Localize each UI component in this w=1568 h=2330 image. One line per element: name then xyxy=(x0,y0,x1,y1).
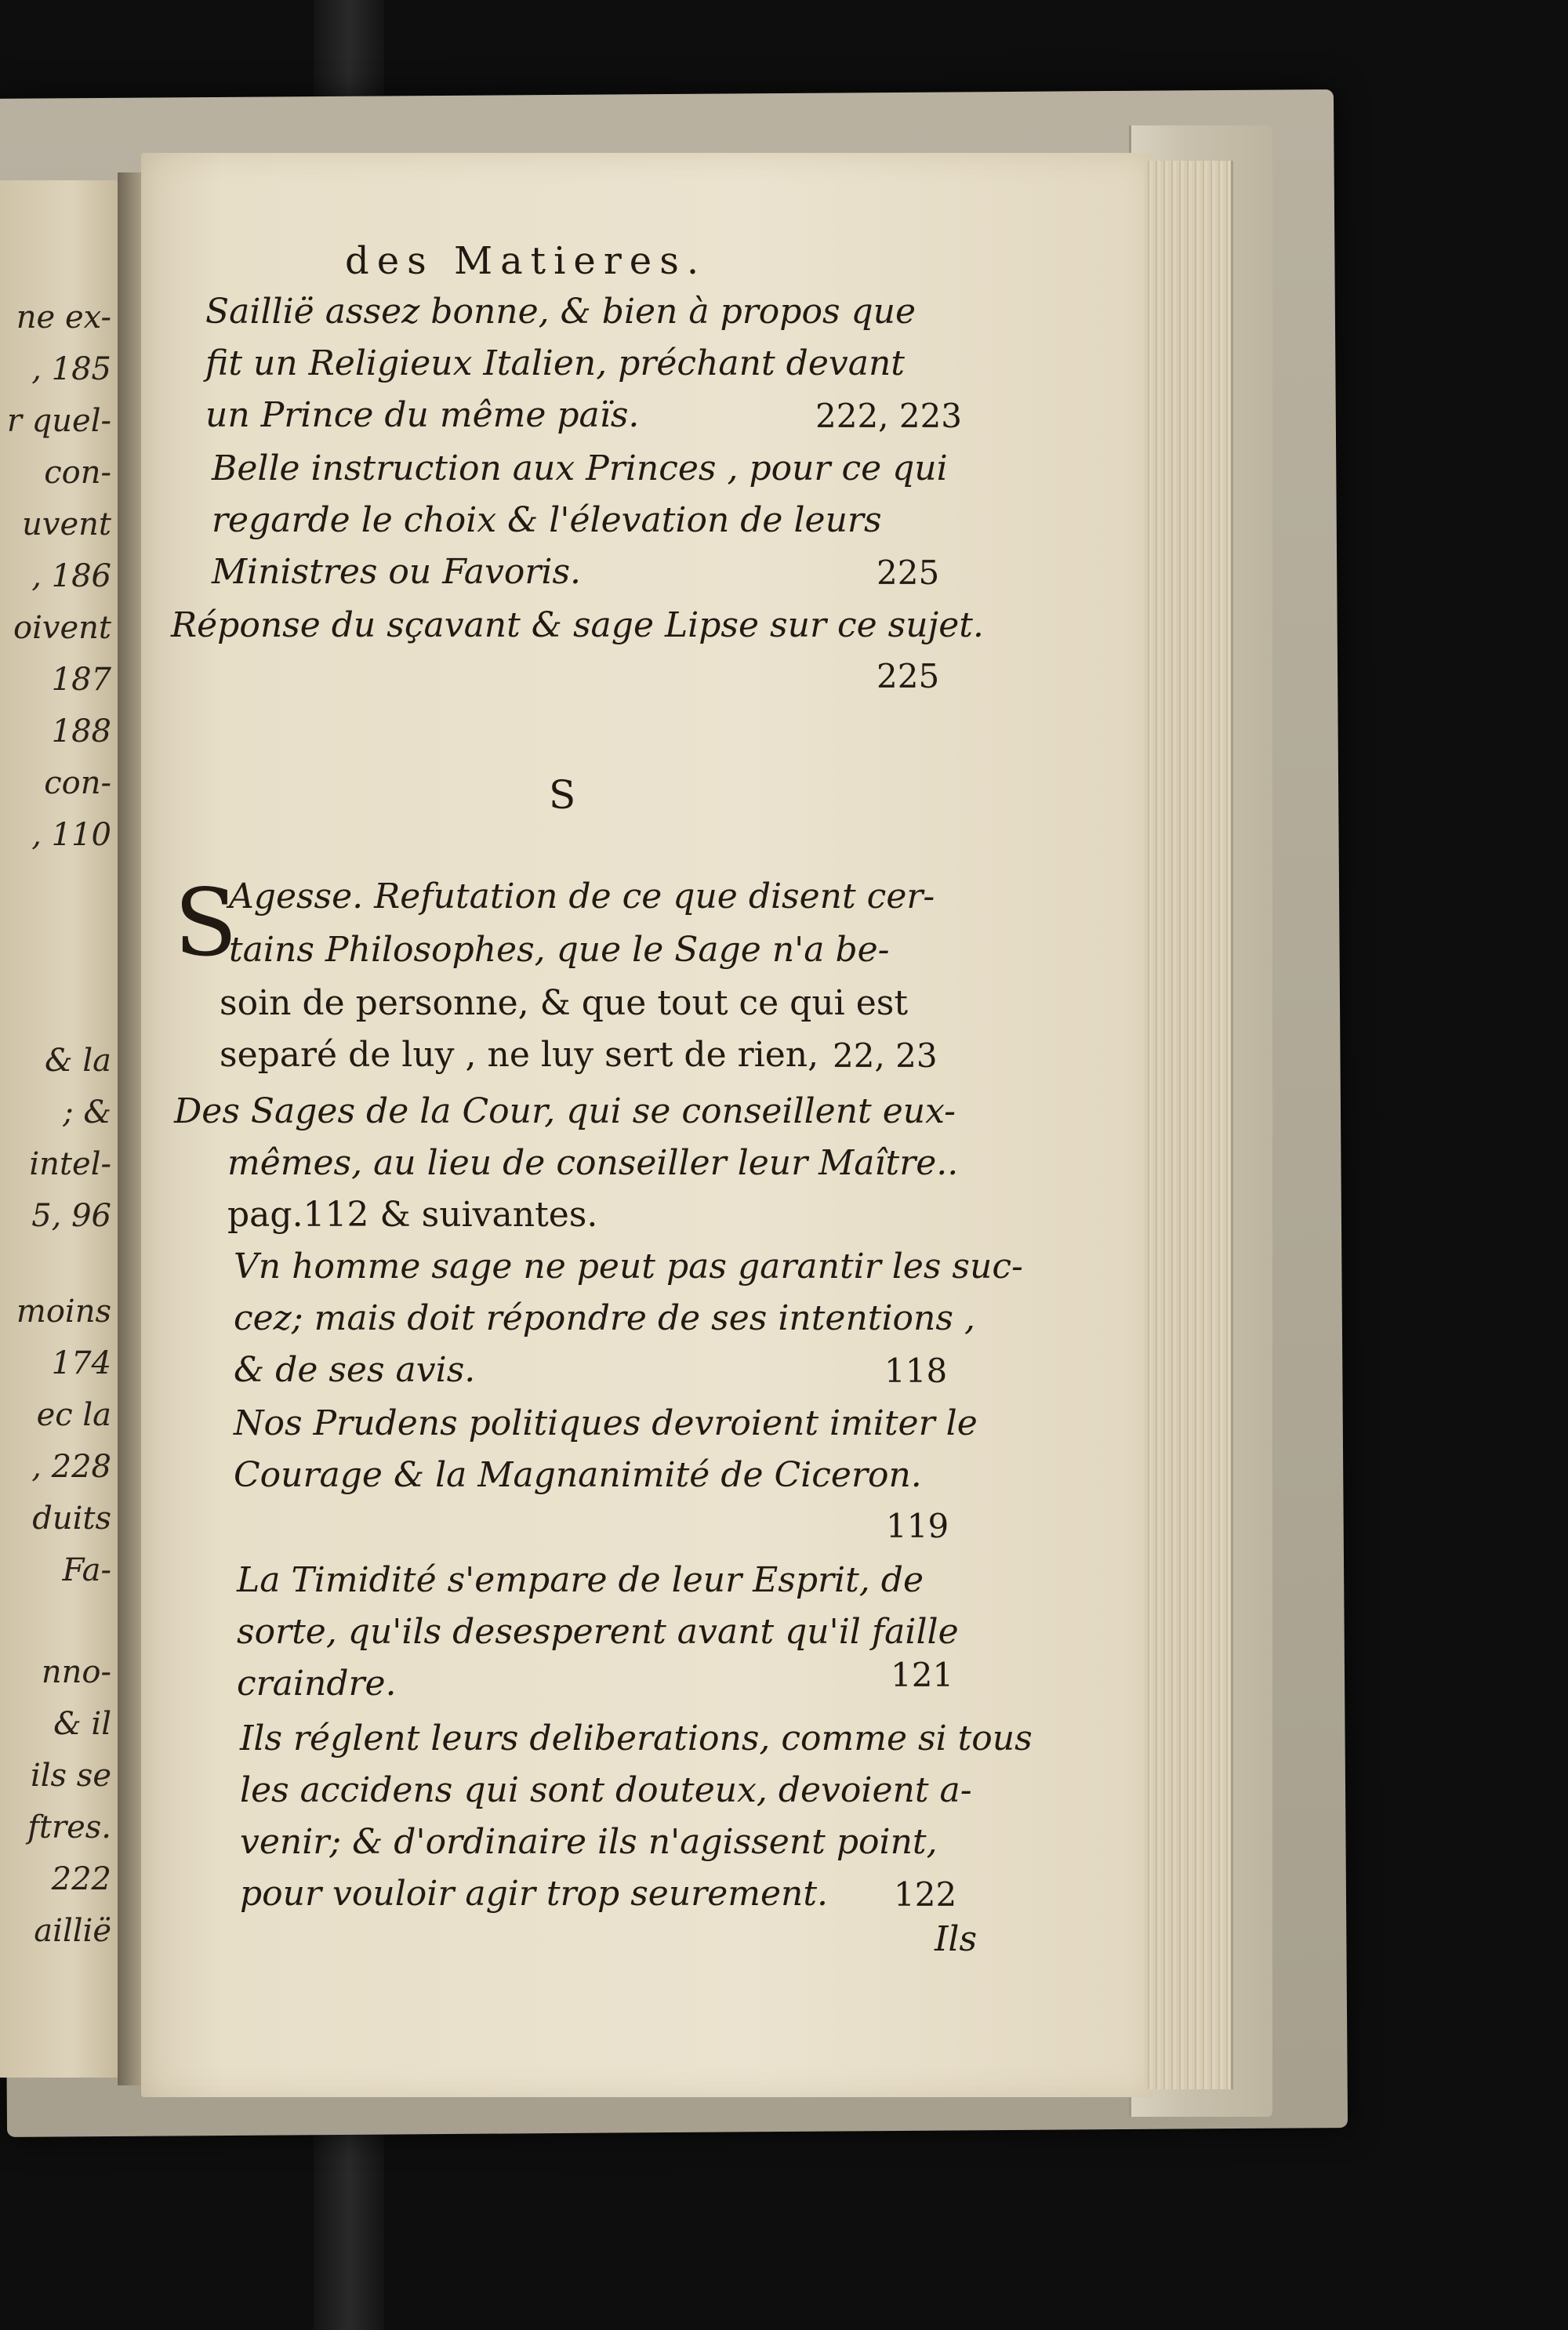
index-entry-line: Réponse du sçavant & sage Lipse sur ce sujet. xyxy=(171,605,984,645)
page-reference: 118 xyxy=(884,1352,948,1390)
left-fragment: uvent xyxy=(22,506,111,543)
left-fragment: con- xyxy=(44,765,111,801)
left-fragment: nno- xyxy=(41,1654,111,1690)
index-entry-line: Belle instruction aux Princes , pour ce qui xyxy=(212,448,948,488)
index-entry-line: Courage & la Magnanimité de Ciceron. xyxy=(234,1455,922,1495)
page-reference: 225 xyxy=(877,657,940,695)
left-fragment: 187 xyxy=(51,662,111,698)
index-entry-line: venir; & d'ordinaire ils n'agissent point, xyxy=(240,1822,938,1862)
index-entry-line: Saillië assez bonne, & bien à propos que xyxy=(205,292,916,332)
index-entry-line: cez; mais doit répondre de ses intentions , xyxy=(234,1298,975,1338)
left-fragment: intel- xyxy=(29,1146,111,1182)
left-fragment: oivent xyxy=(13,610,111,646)
index-entry-line: tains Philosophes, que le Sage n'a be- xyxy=(229,930,890,970)
index-entry-line: Ministres ou Favoris. xyxy=(212,552,582,592)
left-fragment: , 228 xyxy=(31,1449,111,1485)
left-fragment: ils se xyxy=(30,1758,111,1794)
page-fore-edge xyxy=(1145,161,1233,2089)
book-gutter xyxy=(118,172,141,2085)
left-fragment: ne ex- xyxy=(16,299,111,336)
left-fragment: moins xyxy=(16,1294,111,1330)
index-entry-line: Ils réglent leurs deliberations, comme si tous xyxy=(240,1718,1033,1758)
left-fragment: r quel- xyxy=(6,403,111,439)
left-fragment: 222 xyxy=(51,1861,111,1897)
left-fragment: 174 xyxy=(51,1345,111,1381)
page-reference: 225 xyxy=(877,553,940,592)
index-entry-line: les accidens qui sont douteux, devoient a- xyxy=(240,1770,972,1810)
index-entry-line: un Prince du même païs. xyxy=(205,395,640,435)
index-entry-line: Nos Prudens politiques devroient imiter le xyxy=(234,1403,978,1443)
left-fragment: & il xyxy=(53,1706,111,1742)
left-fragment: , 110 xyxy=(31,817,111,853)
left-fragment: 188 xyxy=(51,713,111,749)
index-entry-line: pag.112 & suivantes. xyxy=(227,1195,598,1235)
index-entry-line: Vn homme sage ne peut pas garantir les suc- xyxy=(234,1247,1023,1287)
index-entry-line: La Timidité s'empare de leur Esprit, de xyxy=(237,1560,924,1600)
left-fragment: ; & xyxy=(63,1094,111,1131)
index-entry-line: fit un Religieux Italien, préchant devant xyxy=(205,343,905,383)
section-letter: S xyxy=(549,772,576,818)
page-reference: 122 xyxy=(894,1875,957,1914)
left-fragment: ec la xyxy=(36,1397,111,1433)
index-entry-line: separé de luy , ne luy sert de rien, xyxy=(220,1035,819,1075)
left-fragment: duits xyxy=(32,1501,111,1537)
left-fragment: con- xyxy=(44,455,111,491)
running-header: des Matieres. xyxy=(345,239,707,283)
index-entry-line: Agesse. Refutation de ce que disent cer- xyxy=(229,876,935,916)
left-fragment: & la xyxy=(45,1043,111,1079)
index-entry-line: & de ses avis. xyxy=(234,1350,476,1390)
page-reference: 222, 223 xyxy=(815,397,963,435)
left-fragment: Fa- xyxy=(62,1552,111,1588)
index-entry-line: mêmes, au lieu de conseiller leur Maître.. xyxy=(227,1143,959,1183)
page-reference: 119 xyxy=(886,1507,949,1545)
index-entry-line: soin de personne, & que tout ce qui est xyxy=(220,983,909,1023)
index-entry-line: regarde le choix & l'élevation de leurs xyxy=(212,500,882,540)
catchword: Ils xyxy=(935,1919,978,1959)
left-page-fragments xyxy=(0,180,118,2078)
drop-cap: S xyxy=(174,869,238,977)
left-fragment: aillië xyxy=(34,1913,111,1949)
left-fragment: 5, 96 xyxy=(31,1198,111,1234)
index-entry-line: pour vouloir agir trop seurement. xyxy=(240,1874,828,1914)
index-entry-line: craindre. xyxy=(237,1664,397,1704)
left-fragment: ftres. xyxy=(27,1809,111,1845)
left-page xyxy=(0,180,121,2078)
page-reference: 121 xyxy=(891,1656,954,1694)
left-fragment: , 186 xyxy=(31,558,111,594)
index-entry-line: sorte, qu'ils desesperent avant qu'il faille xyxy=(237,1612,959,1652)
index-entry-line: Des Sages de la Cour, qui se conseillent eux- xyxy=(174,1091,956,1131)
page-reference: 22, 23 xyxy=(833,1036,938,1075)
left-fragment: , 185 xyxy=(31,351,111,387)
